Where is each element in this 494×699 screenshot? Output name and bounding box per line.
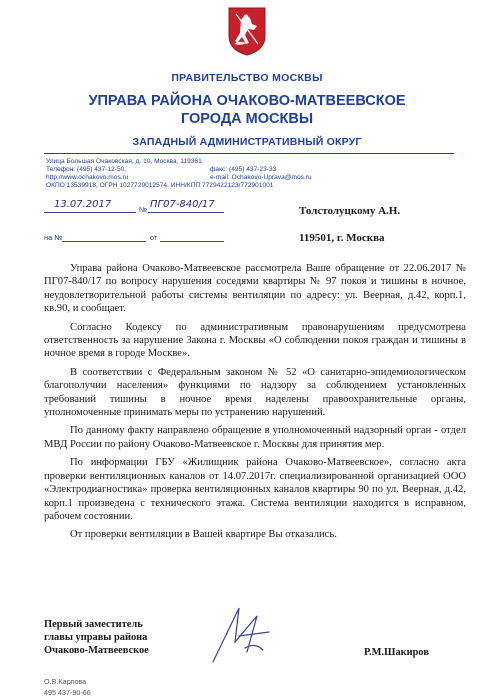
letter-body [44, 262, 466, 547]
number-underline [148, 212, 224, 213]
contacts-codes: ОКПО 13539918, ОГРН 1027729012574, ИНН/КПП 7729422123/772901001 [46, 182, 274, 189]
moscow-coat-of-arms-icon [226, 6, 268, 56]
body-paragraph-1: Управа района Очаково-Матвеевское рассмотрела Ваше обращение от 22.06.2017 № ПГ07-840/17 по вопросу нарушения соседями квартиры № 97 покоя и тишины в ночное, неудовлетворительной работы системы вентиляции по адресу: ул. Веерная, д.42, корп.1, кв.90, и сообщает. [44, 263, 466, 315]
signer-position-line2: главы управы района [44, 632, 148, 643]
uprava-title-line2: ГОРОДА МОСКВЫ [180, 111, 314, 127]
contacts-website: http://www.ochakovo.mos.ru [46, 174, 129, 181]
contacts-phone: Телефон: (495) 437-12-50, [46, 166, 127, 173]
reply-date-label: от [150, 233, 158, 242]
reply-date-underline [160, 241, 224, 242]
executor-phone: 495 437-90-66 [44, 688, 91, 697]
contacts-address: Улица Большая Очаковская, д. 10, Москва, 119361 [46, 158, 202, 165]
signer-name: Р.М.Шакиров [364, 647, 429, 658]
body-paragraph-3: В соответствии с Федеральным законом № 52 «О санитарно-эпидемиологическом благополучии населения» функциями по надзору за соблюдением установленных требований тишины в ночное время наделены правоохранительные органы, уполномоченные принимать меры по устранению нарушений. [44, 366, 466, 419]
number-label: № [139, 205, 148, 214]
registration-date: 13.07.2017 [54, 199, 112, 210]
body-paragraph-6: От проверки вентиляции в Вашей квартире Вы отказались. [70, 529, 337, 541]
header-divider [44, 153, 454, 154]
addressee-name: Толстолуцкому А.Н. [299, 205, 401, 217]
signer-position [44, 618, 149, 657]
date-underline [44, 212, 136, 213]
body-paragraph-2: Согласно Кодексу по административным правонарушениям предусмотрена ответственность за нарушение Закона г. Москвы «О соблюдении покоя граждан и тишины в ночное время в городе Москве». [44, 321, 466, 360]
reply-to-label: на № [44, 233, 63, 242]
reply-number-underline [62, 241, 146, 242]
uprava-title-line1: УПРАВА РАЙОНА ОЧАКОВО-МАТВЕЕВСКОЕ [88, 93, 406, 109]
handwritten-signature-icon [205, 602, 275, 668]
okrug-title: ЗАПАДНЫЙ АДМИНИСТРАТИВНЫЙ ОКРУГ [132, 136, 362, 148]
contacts-fax: факс: (495) 437-23-33 [210, 166, 277, 173]
contacts-email: e-mail: Ochakovo-Uprava@mos.ru [210, 174, 312, 181]
uprava-title [0, 92, 494, 128]
addressee-address: 119501, г. Москва [299, 232, 385, 244]
signer-position-line3: Очаково-Матвеевское [44, 645, 149, 656]
registration-number: ПГ07-840/17 [150, 199, 215, 210]
government-title: ПРАВИТЕЛЬСТВО МОСКВЫ [171, 72, 323, 84]
body-paragraph-5: По информации ГБУ «Жилищник района Очаково-Матвеевское», согласно акта проверки вентиляционных каналов от 14.07.2017г. специализированной организацией ООО «Электродиагностика» проверка вентиляционных каналов квартиры 90 по ул. Веерная, д.42, корп.1 произведена с технического этажа. Система вентиляции находится в исправном, рабочем состоянии. [44, 457, 466, 522]
body-paragraph-4: По данному факту направлено обращение в уполномоченный надзорный орган - отдел МВД России по району Очаково-Матвеевское г. Москвы для принятия мер. [44, 425, 466, 450]
signer-position-line1: Первый заместитель [44, 619, 143, 630]
executor-name: О.В.Карпова [44, 677, 87, 686]
